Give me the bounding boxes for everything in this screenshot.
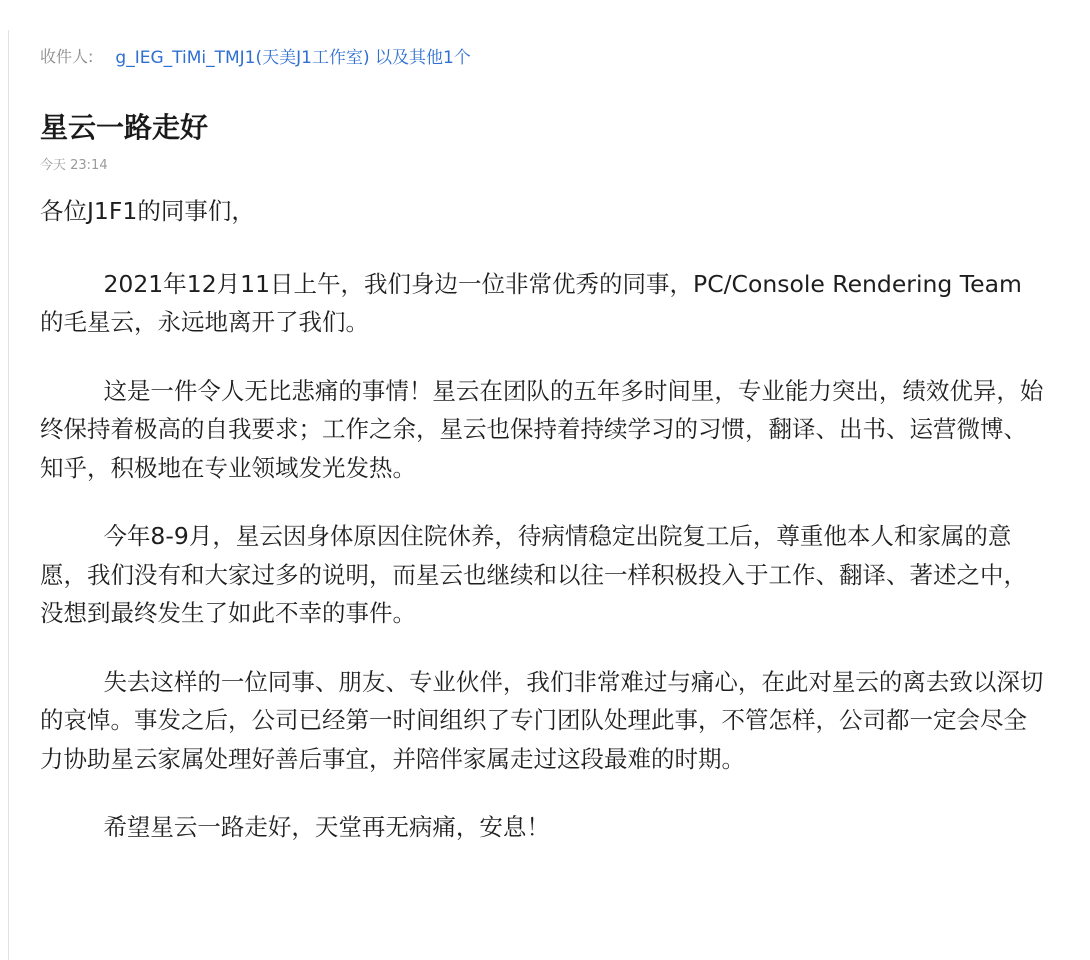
- recipient-row: [40, 40, 471, 70]
- mail-paragraph-1: 2021年12月11日上午，我们身边一位非常优秀的同事，PC/Console Rendering Team的毛星云，永远地离开了我们。: [40, 269, 1022, 336]
- mail-paragraph-5: 希望星云一路走好，天堂再无病痛，安息！: [103, 813, 550, 841]
- mail-body: [40, 192, 1045, 847]
- mail-paragraph-3: 今年8-9月，星云因身体原因住院休养，待病情稳定出院复工后，尊重他本人和家属的意愿，我们没有和大家过多的说明，而星云也继续和以往一样积极投入于工作、翻译、著述之中，没想到最终发生了如此不幸的事件。: [40, 522, 1027, 627]
- mail-timestamp: 今天 23:14: [40, 158, 108, 173]
- mail-paragraph-4: 失去这样的一位同事、朋友、专业伙伴，我们非常难过与痛心，在此对星云的离去致以深切的哀悼。事发之后，公司已经第一时间组织了专门团队处理此事，不管怎样，公司都一定会尽全力协助星云家属处理好善后事宜，并陪伴家属走过这段最难的时期。: [40, 667, 1044, 773]
- left-divider: [8, 30, 9, 960]
- mail-paragraph-2: 这是一件令人无比悲痛的事情！星云在团队的五年多时间里，专业能力突出，绩效优异，始终保持着极高的自我要求；工作之余，星云也保持着持续学习的习惯，翻译、出书、运营微博、知乎，积极地在专业领域发光发热。: [40, 376, 1044, 482]
- recipient-link[interactable]: g_IEG_TiMi_TMJ1(天美J1工作室) 以及其他1个: [115, 47, 471, 68]
- mail-greeting: 各位J1F1的同事们，: [40, 197, 255, 225]
- mail-subject: 星云一路走好: [40, 111, 209, 144]
- recipient-label: 收件人:: [40, 46, 94, 66]
